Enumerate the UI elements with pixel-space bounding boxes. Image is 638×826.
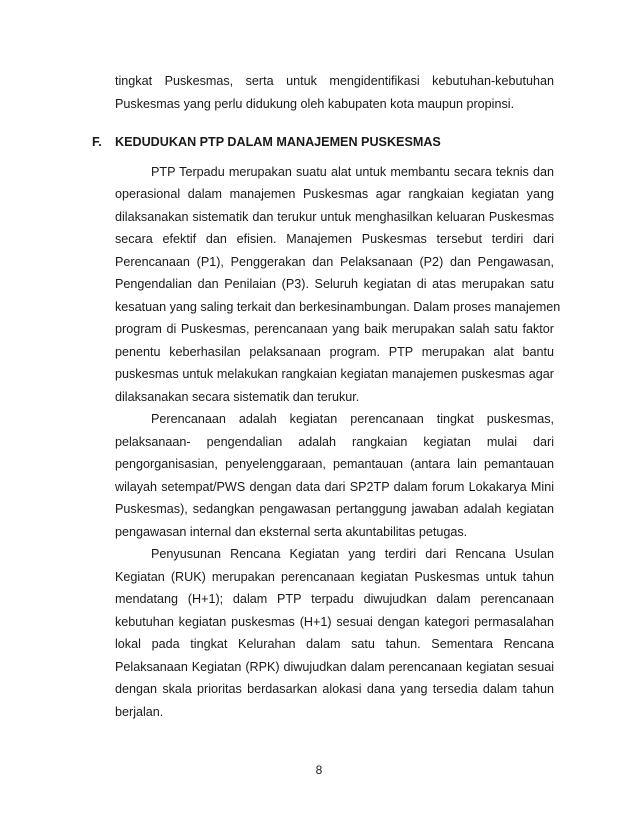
text-line: Pelaksanaan Kegiatan (RPK) diwujudkan dalam perencanaan kegiatan sesuai <box>115 659 554 674</box>
text-line: pengorganisasian, penyelenggaraan, pemantauan (antara lain pemantauan <box>115 456 554 471</box>
page-number: 8 <box>315 763 323 777</box>
text-line: dilaksanakan secara sistematik dan terukur. <box>115 389 360 404</box>
text-line: kebutuhan kegiatan puskesmas (H+1) sesuai dengan kategori permasalahan <box>115 614 554 629</box>
text-line: mendatang (H+1); dalam PTP terpadu diwujudkan dalam perencanaan <box>115 591 554 606</box>
section-letter: F. <box>92 135 102 150</box>
text-line: wilayah setempat/PWS dengan data dari SP2TP dalam forum Lokakarya Mini <box>115 479 554 494</box>
text-line: lokal pada tingkat Kelurahan dalam satu tahun. Sementara Rencana <box>115 636 554 651</box>
section-title: KEDUDUKAN PTP DALAM MANAJEMEN PUSKESMAS <box>115 135 441 150</box>
text-line: Penyusunan Rencana Kegiatan yang terdiri dari Rencana Usulan <box>151 546 554 561</box>
text-line: Perencanaan adalah kegiatan perencanaan tingkat puskesmas, <box>151 411 554 426</box>
text-line: secara efektif dan efisien. Manajemen Puskesmas tersebut terdiri dari <box>115 231 554 246</box>
text-line: program di Puskesmas, perencanaan yang baik merupakan salah satu faktor <box>115 321 554 336</box>
text-line: dilaksanakan sistematik dan terukur untuk menghasilkan keluaran Puskesmas <box>115 209 554 224</box>
text-line: PTP Terpadu merupakan suatu alat untuk membantu secara teknis dan <box>151 164 554 179</box>
text-line: Kegiatan (RUK) merupakan perencanaan kegiatan Puskesmas untuk tahun <box>115 569 554 584</box>
text-line: puskesmas untuk melakukan rangkaian kegiatan manajemen puskesmas agar <box>115 366 554 381</box>
text-line: pelaksanaan- pengendalian adalah rangkaian kegiatan mulai dari <box>115 434 554 449</box>
text-line: Perencanaan (P1), Penggerakan dan Pelaksanaan (P2) dan Pengawasan, <box>115 254 554 269</box>
text-line: tingkat Puskesmas, serta untuk mengidentifikasi kebutuhan-kebutuhan <box>115 74 554 89</box>
text-line: penentu keberhasilan pelaksanaan program. PTP merupakan alat bantu <box>115 344 554 359</box>
text-line: Pengendalian dan Penilaian (P3). Seluruh kegiatan di atas merupakan satu <box>115 276 554 291</box>
text-line: berjalan. <box>115 704 164 719</box>
text-line: dengan skala prioritas berdasarkan alokasi dana yang tersedia dalam tahun <box>115 681 554 696</box>
text-line: operasional dalam manajemen Puskesmas agar rangkaian kegiatan yang <box>115 186 554 201</box>
text-line: Puskesmas), sedangkan pengawasan pertanggung jawaban adalah kegiatan <box>115 501 554 516</box>
text-line: pengawasan internal dan eksternal serta akuntabilitas petugas. <box>115 524 468 539</box>
text-line: Puskesmas yang perlu didukung oleh kabupaten kota maupun propinsi. <box>115 97 515 112</box>
text-line: kesatuan yang saling terkait dan berkesinambungan. Dalam proses manajemen <box>115 299 561 314</box>
